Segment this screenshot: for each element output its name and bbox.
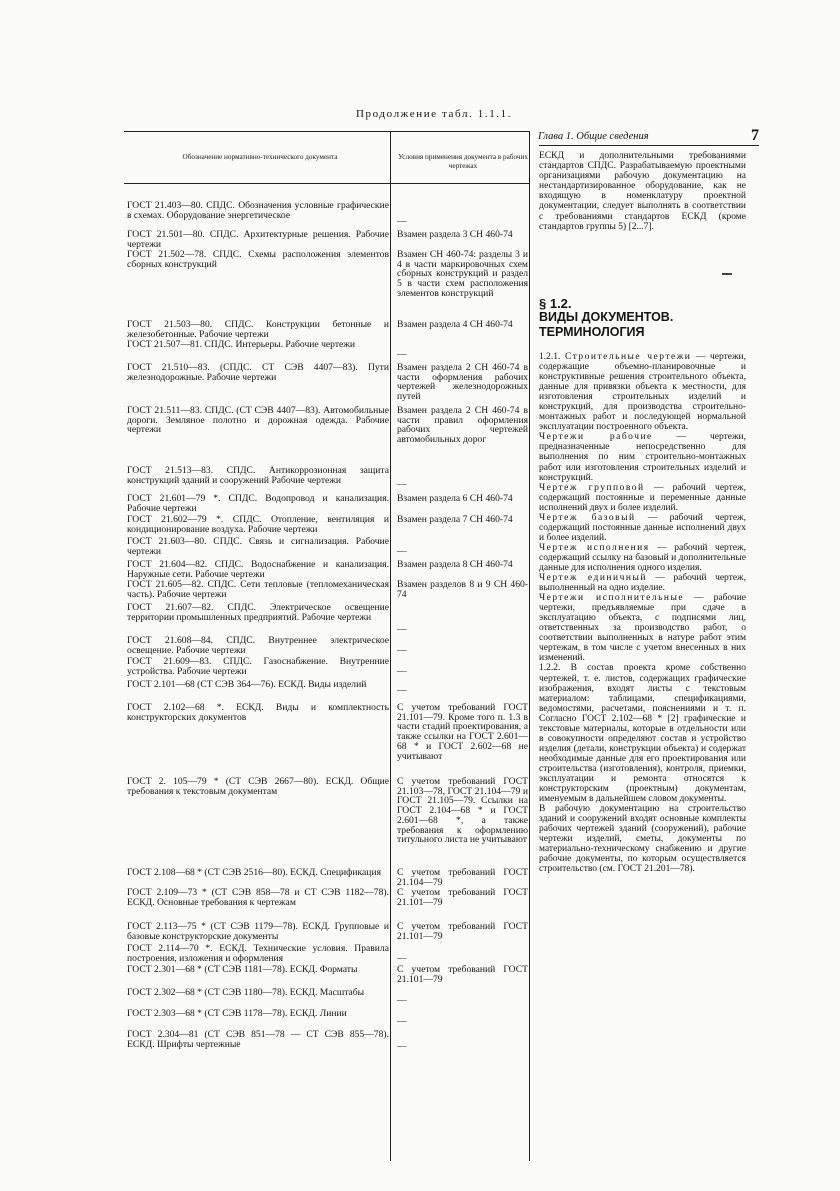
doc-cell: ГОСТ 21.503—80. СПДС. Конструкции бетонные и железобетонные. Рабочие чертежи: [127, 319, 389, 340]
condition-cell: Взамен раздела 6 СН 460-74: [397, 493, 513, 504]
doc-cell: ГОСТ 21.602—79 *. СПДС. Отопление, вентиляция и кондиционирование воздуха. Рабочие чертежи: [127, 514, 389, 535]
condition-cell: Взамен раздела 4 СН 460-74: [397, 319, 513, 330]
doc-cell: ГОСТ 2.113—75 * (СТ СЭВ 1179—78). ЕСКД. Групповые и базовые конструкторские документы: [127, 921, 389, 942]
paragraph: [539, 804, 746, 874]
terminology-text: [539, 352, 746, 874]
doc-cell: ГОСТ 21.608—84. СПДС. Внутреннее электрическое освещение. Рабочие чертежи: [127, 635, 389, 656]
table-header-rule: [124, 183, 530, 184]
doc-cell: ГОСТ 2.303—68 * (СТ СЭВ 1178—78). ЕСКД. Линии: [127, 1008, 347, 1019]
condition-cell: —: [397, 685, 407, 696]
doc-cell: ГОСТ 21.502—78. СПДС. Схемы расположения элементов сборных конструкций: [127, 249, 389, 270]
term: Чертежи рабочие: [539, 432, 653, 443]
condition-cell: —: [397, 479, 407, 490]
doc-cell: ГОСТ 21.604—82. СПДС. Водоснабжение и канализация. Наружные сети. Рабочие чертежи: [127, 559, 389, 580]
doc-cell: ГОСТ 21.510—83. (СПДС. СТ СЭВ 4407—83). Пути железнодорожные. Рабочие чертежи: [127, 362, 389, 383]
definition: — рабочий чертеж, содержащий постоянные и переменные данные исполнений двух и более изделий.: [539, 482, 746, 513]
doc-cell: ГОСТ 2.102—68 *. ЕСКД. Виды и комплектность конструкторских документов: [127, 702, 389, 723]
paragraph: [539, 543, 746, 573]
condition-cell: С учетом требований ГОСТ 21.104—79: [397, 867, 528, 888]
condition-cell: Взамен раздела 2 СН 460-74 в части правил оформления рабочих чертежей автомобильных дорог: [397, 405, 528, 446]
para-lead: 1.2.1.: [539, 352, 565, 362]
definition: — чертежи, содержащие объемно-планировочные и конструктивные решения строительного объекта, данные для привязки объекта к местности, для изготовления строительных изделий и конструкций, для производства строительно-монтажных работ и последующей нормальной эксплуатации построенного объекта.: [539, 352, 747, 433]
intro-text: ЕСКД и дополнительными требованиями стандартов СПДС. Разрабатываемую проектными организациями рабочую документацию на нестандартизированное оборудование, как не входящую в номенклатуру проектной документации, следует выполнять в соответствии с требованиями стандартов ЕСКД (кроме стандартов группы 5) [2...7].: [539, 151, 746, 232]
condition-cell: —: [397, 953, 407, 964]
condition-cell: С учетом требований ГОСТ 21.101—79: [397, 964, 528, 985]
doc-cell: ГОСТ 2.302—68 * (СТ СЭВ 1180—78). ЕСКД. Масштабы: [127, 987, 365, 998]
doc-cell: ГОСТ 2.304—81 (СТ СЭВ 851—78 — СТ СЭВ 855—78). ЕСКД. Шрифты чертежные: [127, 1029, 389, 1050]
doc-cell: ГОСТ 2.114—70 *. ЕСКД. Технические условия. Правила построения, изложения и оформления: [127, 943, 389, 964]
condition-cell: Взамен разделов 8 и 9 СН 460-74: [397, 579, 528, 600]
doc-cell: ГОСТ 21.601—79 *. СПДС. Водопровод и канализация. Рабочие чертежи: [127, 493, 389, 514]
paragraph: [539, 573, 746, 593]
doc-cell: ГОСТ 21.507—81. СПДС. Интерьеры. Рабочие чертежи: [127, 339, 356, 350]
doc-cell: ГОСТ 21.603—80. СПДС. Связь и сигнализация. Рабочие чертежи: [127, 536, 389, 557]
page-number: 7: [751, 127, 759, 144]
term: Чертеж исполнения: [539, 542, 650, 553]
doc-cell: ГОСТ 2.109—73 * (СТ СЭВ 858—78 и СТ СЭВ 1182—78). ЕСКД. Основные требования к чертежам: [127, 887, 389, 908]
definition: — рабочий чертеж, содержащий ссылку на базовый и дополнительные данные для исполнения одного изделия.: [539, 542, 746, 573]
condition-cell: Взамен раздела 2 СН 460-74 в части оформления рабочих чертежей железнодорожных путей: [397, 362, 528, 403]
term: Чертеж групповой: [539, 482, 645, 493]
doc-cell: ГОСТ 21.403—80. СПДС. Обозначения условные графические в схемах. Оборудование энергетическое: [127, 200, 389, 221]
doc-cell: ГОСТ 21.501—80. СПДС. Архитектурные решения. Рабочие чертежи: [127, 229, 389, 250]
paragraph: [539, 593, 746, 663]
paragraph: [539, 483, 746, 513]
doc-cell: ГОСТ 2. 105—79 * (СТ СЭВ 2667—80). ЕСКД. Общие требования к текстовым документам: [127, 776, 389, 797]
definition: В состав проекта кроме собственно чертежей, т. е. листов, содержащих графические изображения, входят листы с текстовым материалом: таблицами, спецификациями, ведомостями, расчетами, пояснениями и т. п. Согласно ГОСТ 2.102—68 * [2] графические и текстовые материалы, которые в отдельности или в совокупности определяют состав и устройство изделия (детали, конструкции объекта) и содержат необходимые данные для его проектирования или строительства (изготовления), контроля, приемки, эксплуатации и ремонта относятся к конструкторским (проектным) документам, именуемым в дальнейшем словом документы.: [539, 663, 747, 805]
doc-cell: ГОСТ 21.513—83. СПДС. Антикоррозионная защита конструкций зданий и сооружений Рабочие чертежи: [127, 465, 389, 486]
condition-cell: —: [397, 349, 407, 360]
paragraph: [539, 352, 746, 432]
doc-cell: ГОСТ 21.511—83. СПДС. (СТ СЭВ 4407—83). Автомобильные дороги. Земляное полотно и дорожная одежда. Рабочие чертежи: [127, 405, 389, 436]
table-right-border: [529, 131, 530, 1161]
paragraph: [539, 663, 746, 804]
para-lead: 1.2.2.: [539, 663, 571, 674]
table-top-rule: [124, 131, 530, 132]
condition-cell: С учетом требований ГОСТ 21.101—79. Кроме того п. 1.3 в части стадий проектирования, а также ссылки на ГОСТ 2.601—68 * и ГОСТ 2.602—68 не учитывают: [397, 702, 528, 762]
running-head-rule: [539, 145, 759, 146]
condition-cell: Взамен раздела 8 СН 460-74: [397, 559, 513, 570]
condition-cell: —: [397, 216, 407, 227]
column-header-conditions: Условия применения документа в рабочих чертежах: [398, 153, 528, 170]
paragraph: [539, 513, 746, 543]
term: Строительные чертежи: [564, 352, 692, 362]
condition-cell: Взамен раздела 3 СН 460-74: [397, 229, 513, 240]
condition-cell: —: [397, 995, 407, 1006]
condition-cell: С учетом требований ГОСТ 21.101—79: [397, 921, 528, 942]
condition-cell: С учетом требований ГОСТ 21.101—79: [397, 887, 528, 908]
section-title: ВИДЫ ДОКУМЕНТОВ. ТЕРМИНОЛОГИЯ: [539, 310, 674, 339]
term: Чертеж единичный: [539, 573, 647, 584]
definition: — рабочий чертеж, выполненный на одно изделие.: [539, 573, 746, 594]
condition-cell: —: [397, 1016, 407, 1027]
condition-cell: С учетом требований ГОСТ 21.103—78, ГОСТ 21.104—79 и ГОСТ 21.105—79. Ссылки на ГОСТ 2.104—68 * и ГОСТ 2.601—68 *, а также требования к оформлению титульного листа не учитывают: [397, 776, 528, 846]
definition: В рабочую документацию на строительство зданий и сооружений входят основные комплекты рабочих чертежей зданий (сооружений), рабочие чертежи изделий, сметы, документы по материально-техническому снабжению и другие рабочие документы, по которым осуществляется строительство (см. ГОСТ 21.201—78).: [539, 804, 746, 875]
condition-cell: —: [397, 1041, 407, 1052]
section-number: § 1.2.: [539, 296, 572, 311]
term: Чертеж базовый: [539, 512, 636, 523]
condition-cell: —: [397, 645, 407, 656]
definition: — рабочие чертежи, предъявляемые при сдаче в эксплуатацию объекта, с подписями лиц, ответственных за производство работ, о соответствии выполненных в натуре работ этим чертежам, в том числе с учетом внесенных в них изменений.: [539, 593, 746, 664]
intro-paragraph: [539, 151, 746, 232]
doc-cell: ГОСТ 21.605—82. СПДС. Сети тепловые (тепломеханическая часть). Рабочие чертежи: [127, 579, 389, 600]
condition-cell: —: [397, 546, 407, 557]
condition-cell: —: [397, 666, 407, 677]
doc-cell: ГОСТ 21.607—82. СПДС. Электрическое освещение территории промышленных предприятий. Рабочие чертежи: [127, 602, 389, 623]
column-header-document: Обозначение нормативно-технического документа: [182, 153, 338, 161]
term: Чертежи исполнительные: [539, 593, 685, 604]
doc-cell: ГОСТ 2.101—68 (СТ СЭВ 364—76). ЕСКД. Виды изделий: [127, 679, 367, 690]
running-head: Глава 1. Общие сведения: [538, 131, 649, 142]
condition-cell: Взамен раздела 7 СН 460-74: [397, 514, 513, 525]
paragraph: [539, 432, 746, 482]
doc-cell: ГОСТ 2.108—68 * (СТ СЭВ 2516—80). ЕСКД. Спецификация: [127, 867, 381, 878]
continuation-title: Продолжение табл. 1.1.1.: [356, 108, 513, 120]
doc-cell: ГОСТ 21.609—83. СПДС. Газоснабжение. Внутренние устройства. Рабочие чертежи: [127, 656, 389, 677]
decorative-dash: [722, 273, 732, 275]
table-column-divider: [390, 131, 391, 1161]
definition: — чертежи, предназначенные непосредственно для выполнения по ним строительно-монтажных работ или изготовления строительных изделий и конструкций.: [539, 432, 746, 483]
definition: — рабочий чертеж, содержащий постоянные данные исполнений двух и более изделий.: [539, 512, 746, 543]
doc-cell: ГОСТ 2.301—68 * (СТ СЭВ 1181—78). ЕСКД. Форматы: [127, 964, 358, 975]
condition-cell: Взамен СН 460-74: разделы 3 и 4 в части маркировочных схем сборных конструкций и раздел 5 в части схем расположения элементов конструкций: [397, 249, 528, 299]
condition-cell: —: [397, 624, 407, 635]
